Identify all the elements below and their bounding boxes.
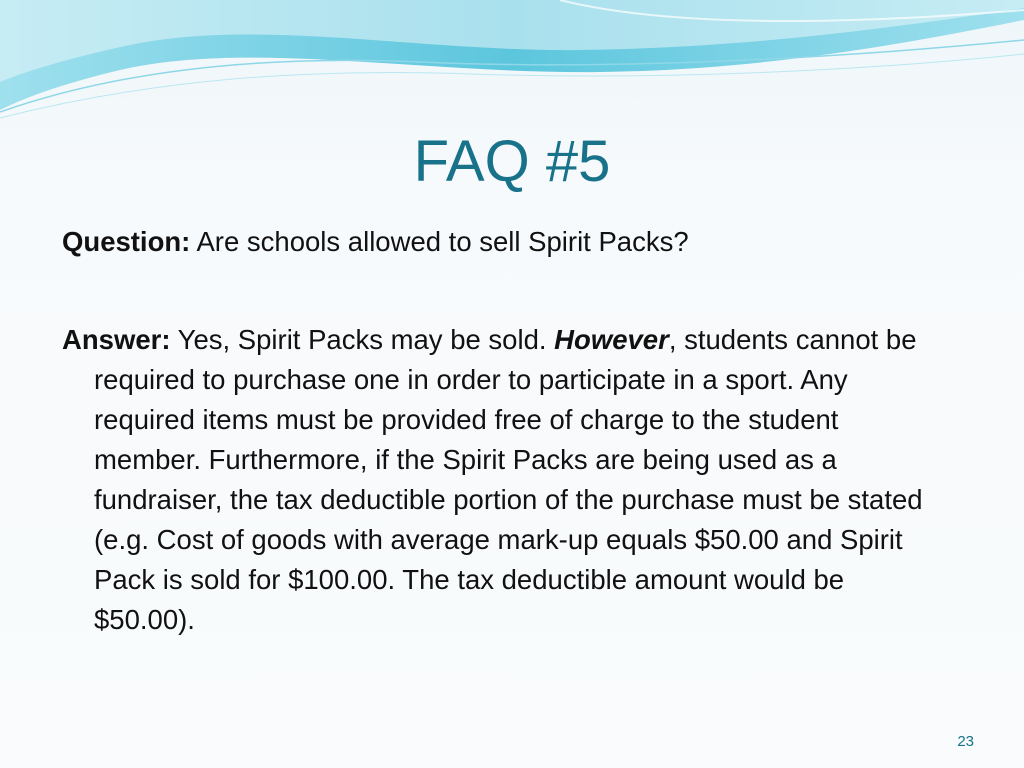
answer-text-2: , students cannot be required to purchase one in order to participate in a sport. Any required items must be provided free of charge to the student member. Furthermore, if the Spirit Packs are being used as a fundraiser, the tax deductible portion of the purchase must be stated (e.g. Cost of goods with average mark-up equals $50.00 and Spirit Pack is sold for $100.00. The tax deductible amount would be $50.00). <box>94 324 923 635</box>
question-text: Are schools allowed to sell Spirit Packs? <box>190 226 689 257</box>
decorative-wave-header <box>0 0 1024 130</box>
page-number: 23 <box>957 733 974 750</box>
answer-emphasis: However <box>554 324 669 355</box>
question-paragraph <box>62 222 952 262</box>
slide-body <box>62 222 952 640</box>
answer-text-1: Yes, Spirit Packs may be sold. <box>170 324 555 355</box>
answer-paragraph <box>62 320 952 640</box>
answer-label: Answer: <box>62 324 171 355</box>
question-label: Question: <box>62 226 191 257</box>
slide-title: FAQ #5 <box>413 129 611 194</box>
